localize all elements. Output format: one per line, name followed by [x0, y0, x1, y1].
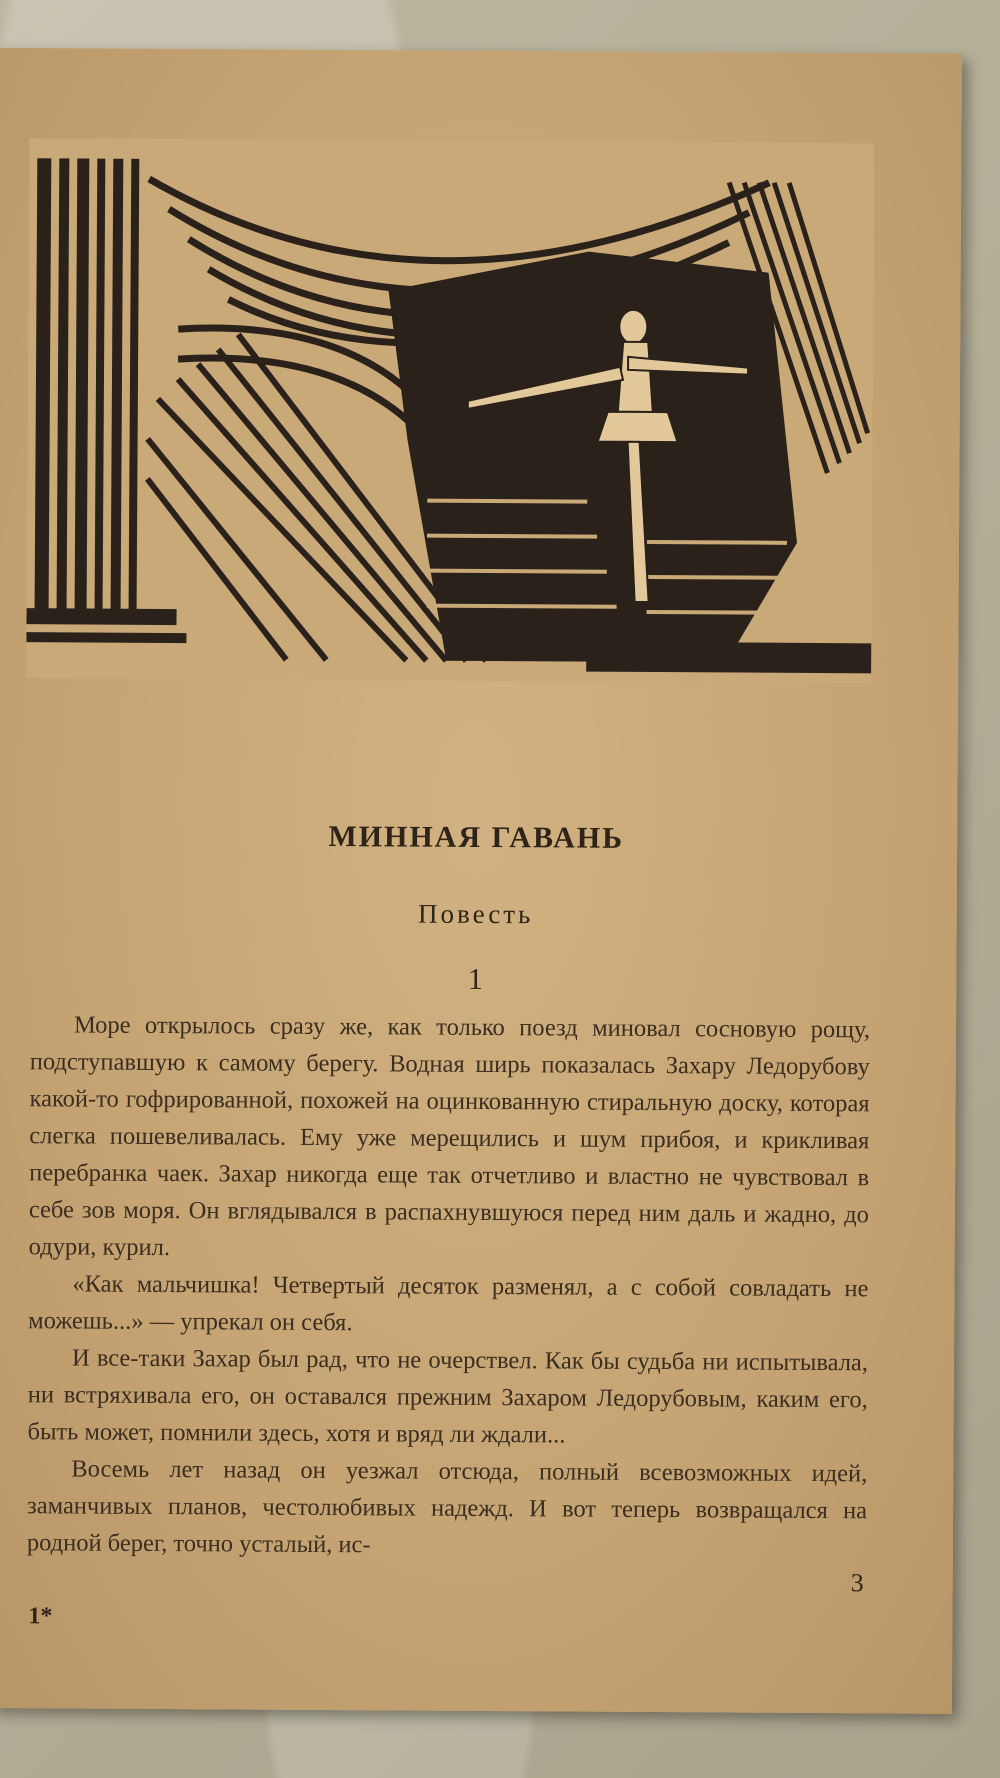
paragraph: И все-таки Захар был рад, что не очерствел. Как бы судьба ни испытывала, ни встряхивала его, он оставался прежним Захаром Ледорубовым, каким его, быть может, помнили здесь, хотя и вряд ли ждали...	[27, 1344, 869, 1449]
story-title: МИННАЯ ГАВАНЬ	[328, 820, 625, 855]
paragraph: Море открылось сразу же, как только поезд миновал сосновую рощу, подступавшую к самому берегу. Водная ширь показалась Захару Ледорубову какой-то гофрированной, похожей на оцинкованную стиральную доску, которая слегка пошевеливалась. Ему уже мерещились и шум прибоя, и крикливая перебранка чаек. Захар никогда еще так отчетливо и властно не чувствовал в себе зов моря. Он вглядывался в распахнувшуюся перед ним даль и жадно, до одури, курил.	[28, 1011, 871, 1262]
book-page	[0, 48, 962, 1714]
page-number: 3	[850, 1568, 864, 1598]
signature-mark: 1*	[28, 1603, 53, 1630]
story-subtitle: Повесть	[417, 898, 534, 930]
paragraph: «Как мальчишка! Четвертый десяток разменял, а с собой совладать не можешь...» — упрекал он себя.	[28, 1270, 869, 1337]
woodcut-illustration	[26, 138, 874, 683]
chapter-number: 1	[467, 962, 483, 996]
body-text	[27, 1006, 870, 1566]
paragraph: Восемь лет назад он уезжал отсюда, полный всевозможных идей, заманчивых планов, честолюбивых надежд. И вот теперь возвращался на родной берег, точно усталый, ис-	[26, 1455, 868, 1559]
